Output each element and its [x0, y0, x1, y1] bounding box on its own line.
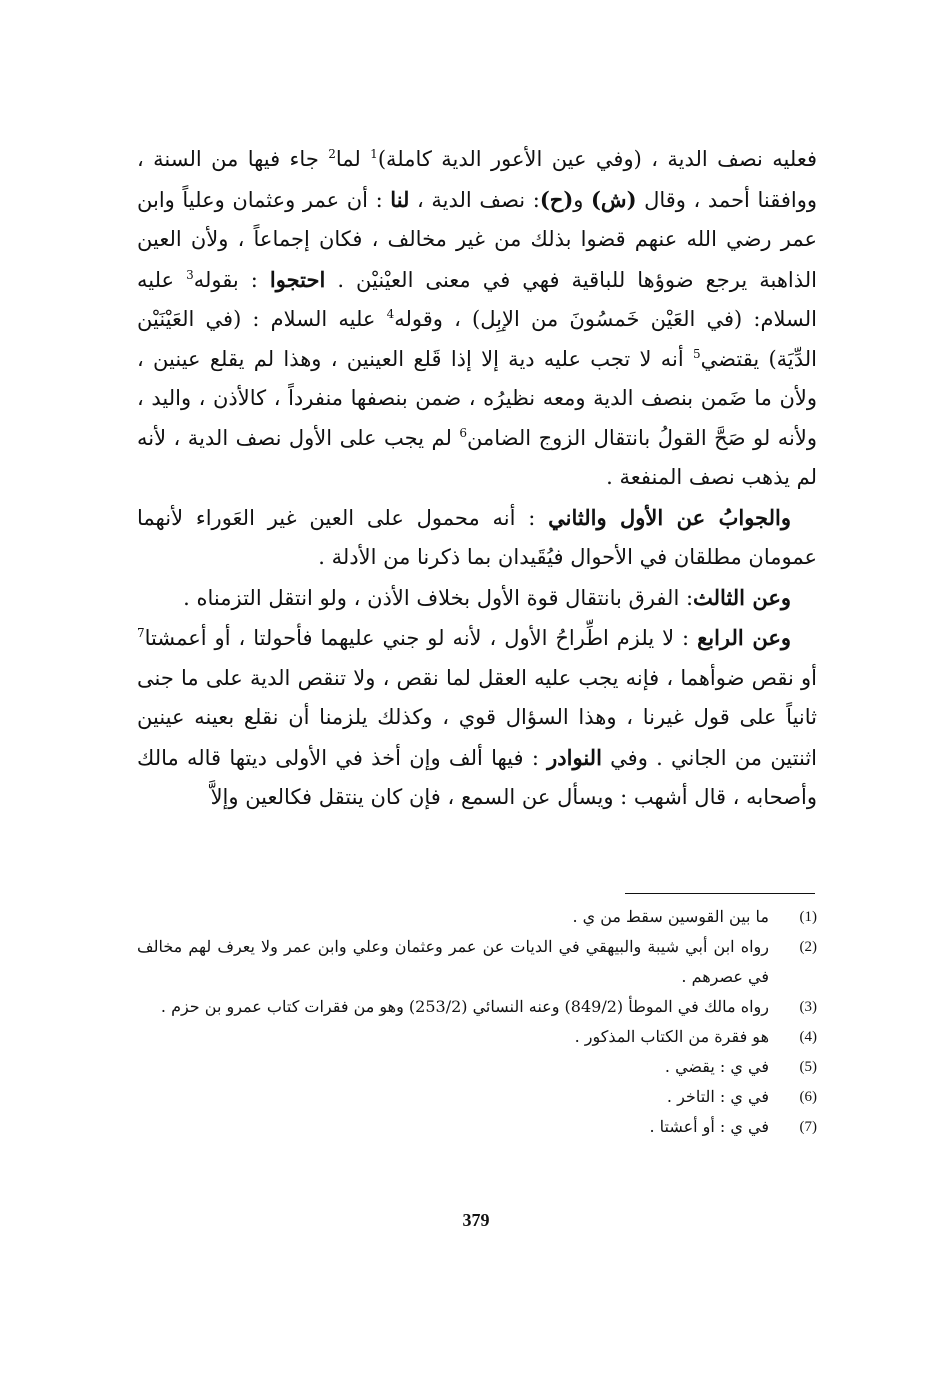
bold-abbrev-hanafi: (ح) [539, 186, 574, 212]
footnote-text: ما بين القوسين سقط من ي . [572, 907, 769, 926]
footnote-item [137, 902, 817, 932]
footnote-ref-4: 4 [386, 307, 395, 321]
footnotes [137, 902, 817, 1142]
footnote-number: (6) [799, 1089, 817, 1105]
footnote-text: هو فقرة من الكتاب المذكور . [574, 1027, 769, 1046]
text-run: أو نقص ضوأهما ، فإنه يجب عليه العقل لما نقص ، ولا تنقص الدية على ما جنى ثانياً على قول غيرنا ، وهذا السؤال قوي ، وكذلك يلزمنا أن نقلع بعينه عينين اثنتين من الجاني . وفي [137, 665, 817, 770]
text-run: : فيها ألف وإن أخذ في الأولى ديتها قاله مالك وأصحابه ، قال أشهب : ويسأل عن السمع ، فإن كان ينتقل فكالعين وإلاَّ [137, 745, 817, 809]
footnote-text: رواه مالك في الموطأ (849/2) وعنه النسائي (253/2) وهو من فقرات كتاب عمرو بن حزم . [160, 997, 769, 1016]
text-run: : أن عمر وعثمان وعلياً وابن عمر رضي الله عنهم قضوا بذلك من غير مخالف ، فكان إجماعاً ، ولأن العين الذاهبة يرجع ضوؤها للباقية فهي في معنى العيْنيْن . [137, 187, 817, 292]
footnote-item [137, 1112, 817, 1142]
bold-term-nawadir: النوادر [547, 744, 602, 770]
footnote-item [137, 1082, 817, 1112]
bold-term-lana: لنا [390, 186, 410, 212]
footnote-text: في ي : التاخر . [666, 1087, 769, 1106]
footnote-item [137, 992, 817, 1022]
text-run: عليه السلام: (في العَيْن خَمسُونَ من الإبِل) ، وقوله [137, 267, 817, 331]
text-run: : بقوله [193, 267, 270, 292]
footnote-text: رواه ابن أبي شيبة والبيهقي في الديات عن عمر وعثمان وعلي وابن عمر ولا يعرف لهم مخالف في عصرهم . [137, 937, 769, 986]
footnote-ref-3: 3 [186, 267, 194, 282]
paragraph-1 [137, 140, 817, 498]
text-run: فعليه نصف الدية ، (وفي عين الأعور الدية كاملة) [377, 147, 817, 171]
footnote-number: (4) [799, 1029, 817, 1045]
footnote-ref-6: 6 [459, 425, 468, 440]
footnote-ref-7: 7 [137, 626, 145, 640]
text-run: : نصف الدية ، [409, 187, 540, 212]
footnote-number: (3) [799, 999, 817, 1015]
footnote-ref-1: 1 [370, 147, 378, 161]
bold-abbrev-shafii: (ش) [591, 186, 637, 212]
text-run: : لا يلزم اطِّراحُ الأول ، لأنه لو جني عليهما فأحولتا ، أو أعمشتا [144, 626, 698, 650]
bold-heading-fourth: وعن الرابع [697, 625, 791, 650]
paragraph-2 [137, 498, 817, 578]
footnote-number: (5) [799, 1059, 817, 1075]
footnote-text: في ي : أو أعشتا . [649, 1117, 769, 1136]
text-run: : الفرق بانتقال قوة الأول بخلاف الأذن ، ولو انتقل التزمناه . [183, 585, 694, 610]
footnote-number: (2) [799, 939, 817, 955]
text-run: لما [335, 147, 371, 171]
footnote-item [137, 1022, 817, 1052]
main-text [137, 140, 817, 818]
footnote-ref-2: 2 [328, 147, 336, 161]
text-run: جاء فيها من السنة ، ووافقنا أحمد ، وقال [137, 147, 817, 212]
bold-heading-third: وعن الثالث [693, 584, 791, 610]
footnote-item [137, 1052, 817, 1082]
footnote-text: في ي : يقضي . [664, 1057, 769, 1076]
footnote-number: (7) [799, 1119, 817, 1135]
text-run: عليه السلام : (في العَيْنَيْن الدِّيَة) يقتضي [137, 307, 817, 371]
text-run: لم يجب على الأول نصف الدية ، لأنه لم يذهب نصف المنفعة . [137, 425, 817, 489]
footnote-ref-5: 5 [693, 346, 701, 361]
paragraph-4 [137, 618, 817, 818]
footnote-item [137, 932, 817, 992]
page-number: 379 [462, 1210, 490, 1230]
paragraph-3 [137, 578, 817, 619]
text-run: و [573, 187, 591, 212]
text-run: : أنه محمول على العين غير العَوراء لأنهما عمومان مطلقان في الأحوال فيُقَيدان بما ذكرنا من الأدلة . [137, 505, 817, 569]
footnote-number: (1) [799, 909, 817, 925]
bold-term-ihtajju: احتجوا [269, 266, 326, 292]
text-run: أنه لا تجب عليه دية إلا إذا قَلع العينين ، وهذا لم يقلع عينين ، ولأن ما ضَمن بنصف الدية ومعه نظيرُه ، ضمن بنصفها منفرداً ، كالأذن ، واليد ، ولأنه لو صَحَّ القولُ بانتقال الزوج الضامن [137, 346, 817, 450]
footnote-separator [625, 893, 815, 894]
bold-heading-answer: والجوابُ عن الأول والثاني [548, 504, 791, 530]
